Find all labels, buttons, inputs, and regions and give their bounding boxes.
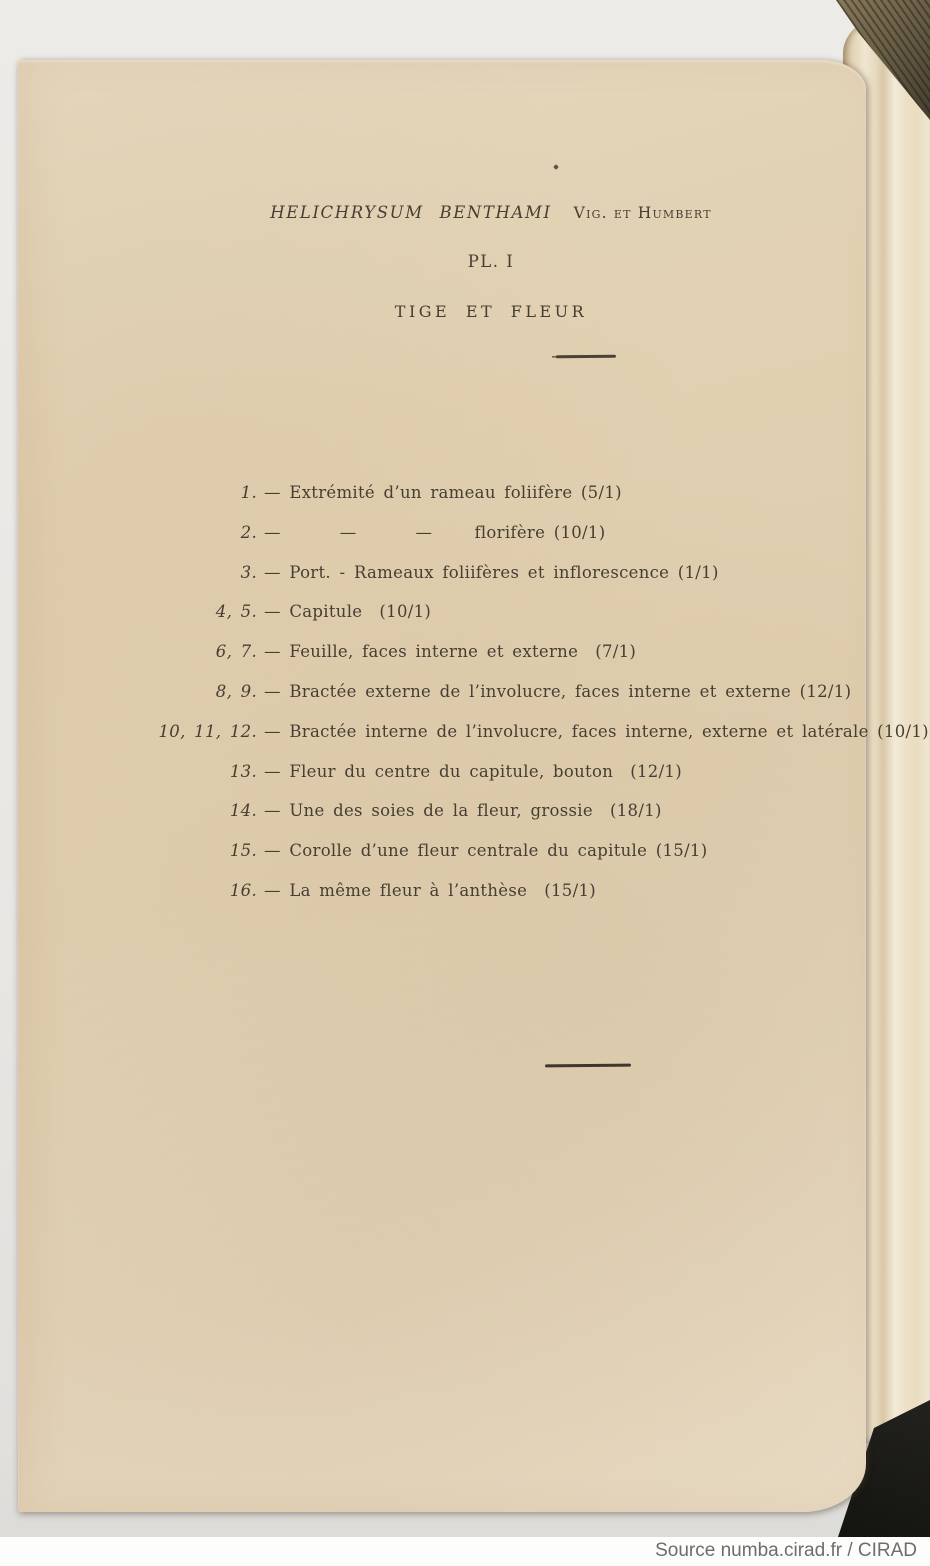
scanned-page [18, 60, 929, 1512]
figure-list-item [111, 752, 871, 792]
figure-description: — Bractée interne de l’involucre, faces interne, externe et latérale (10/1) [264, 721, 929, 741]
figure-description: — Capitule (10/1) [264, 602, 432, 622]
figure-number: 6, 7. [215, 642, 257, 662]
authority-name: Vig. et Humbert [573, 204, 712, 222]
figure-list-item [111, 473, 871, 513]
page-content [111, 60, 929, 1512]
figure-description: — Extrémité d’un rameau foliifère (5/1) [264, 483, 622, 502]
figure-number: 4, 5. [215, 602, 257, 622]
figure-number: 13. [229, 761, 257, 781]
figure-list-item [111, 553, 871, 593]
plate-subtitle: TIGE ET FLEUR [394, 302, 588, 321]
figure-number: 14. [229, 801, 257, 821]
figure-number: 15. [229, 841, 257, 861]
figure-number: 16. [229, 880, 257, 900]
divider-rule-bottom [545, 1064, 631, 1068]
figure-list-item [111, 871, 871, 911]
figure-number: 3. [240, 562, 257, 582]
figure-number: 1. [240, 483, 257, 502]
figure-description: — La même fleur à l’anthèse (15/1) [264, 880, 596, 900]
figure-description: — Corolle d’une fleur centrale du capitule (15/1) [264, 841, 708, 861]
footer-bar [0, 1537, 930, 1566]
source-attribution: Source numba.cirad.fr / CIRAD [655, 1540, 917, 1561]
figure-number: 10, 11, 12. [158, 721, 257, 741]
figure-list-item [111, 632, 871, 672]
figure-description: — Une des soies de la fleur, grossie (18/1) [264, 801, 662, 821]
figure-list-item [111, 513, 871, 553]
figure-list-item [111, 672, 871, 712]
divider-rule-top [556, 355, 616, 358]
figure-description: — Port. - Rameaux foliifères et inflorescence (1/1) [264, 562, 719, 582]
figure-legend-list [111, 473, 929, 911]
figure-list-item [111, 592, 871, 632]
figure-list-item [111, 791, 871, 831]
figure-list-item [111, 712, 929, 752]
figure-description: — — — florifère (10/1) [264, 522, 606, 542]
plate-number: PL. I [467, 252, 515, 271]
species-title: HELICHRYSUM BENTHAMI [270, 203, 552, 222]
figure-description: — Feuille, faces interne et externe (7/1) [264, 642, 637, 662]
page-title [111, 203, 871, 222]
figure-description: — Fleur du centre du capitule, bouton (12/1) [264, 761, 682, 781]
figure-list-item [111, 831, 871, 871]
figure-number: 2. [240, 522, 257, 542]
figure-number: 8, 9. [215, 681, 257, 701]
figure-description: — Bractée externe de l’involucre, faces interne et externe (12/1) [264, 681, 852, 701]
